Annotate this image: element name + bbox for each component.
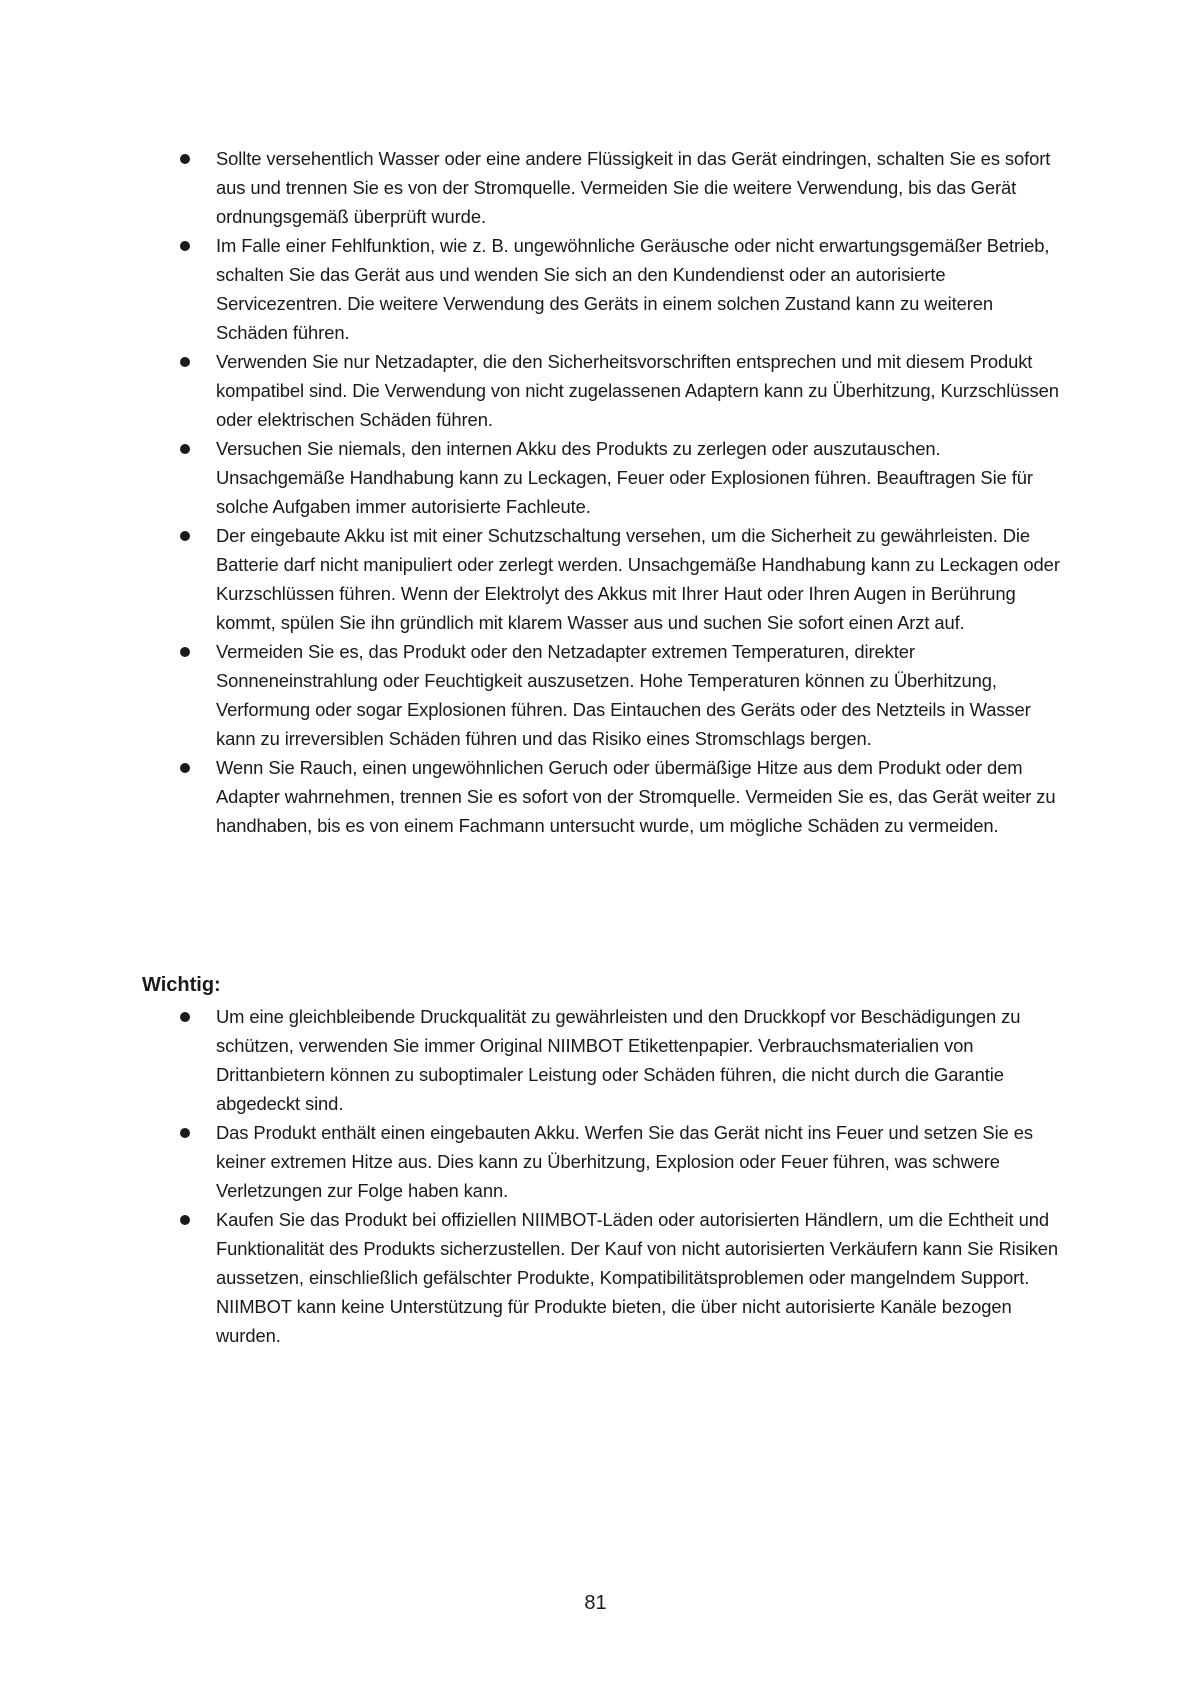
important-heading: Wichtig:	[142, 974, 221, 996]
important-list	[180, 1002, 1060, 1350]
list-item-text: Im Falle einer Fehlfunktion, wie z. B. ungewöhnliche Geräusche oder nicht erwartungsgemäßer Betrieb, schalten Sie das Gerät aus und wenden Sie sich an den Kundendienst oder an autorisierte Servicezentren. Die weitere Verwendung des Geräts in einem solchen Zustand kann zu weiteren Schäden führen.	[216, 235, 1050, 343]
bullet-icon	[180, 357, 190, 367]
list-item-text: Verwenden Sie nur Netzadapter, die den Sicherheitsvorschriften entsprechen und mit diesem Produkt kompatibel sind. Die Verwendung von nicht zugelassenen Adaptern kann zu Überhitzung, Kurzschlüssen oder elektrischen Schäden führen.	[216, 351, 1059, 430]
bullet-icon	[180, 444, 190, 454]
bullet-icon	[180, 763, 190, 773]
bullet-icon	[180, 1012, 190, 1022]
list-item-text: Das Produkt enthält einen eingebauten Akku. Werfen Sie das Gerät nicht ins Feuer und setzen Sie es keiner extremen Hitze aus. Dies kann zu Überhitzung, Explosion oder Feuer führen, was schwere Verletzungen zur Folge haben kann.	[216, 1122, 1033, 1201]
list-item	[180, 753, 1060, 840]
bullet-icon	[180, 1215, 190, 1225]
bullet-icon	[180, 1128, 190, 1138]
bullet-icon	[180, 647, 190, 657]
bullet-icon	[180, 531, 190, 541]
list-item	[180, 1118, 1060, 1205]
list-item-text: Um eine gleichbleibende Druckqualität zu gewährleisten und den Druckkopf vor Beschädigungen zu schützen, verwenden Sie immer Original NIIMBOT Etikettenpapier. Verbrauchsmaterialien von Drittanbietern können zu suboptimaler Leistung oder Schäden führen, die nicht durch die Garantie abgedeckt sind.	[216, 1006, 1021, 1114]
list-item-text: Der eingebaute Akku ist mit einer Schutzschaltung versehen, um die Sicherheit zu gewährleisten. Die Batterie darf nicht manipuliert oder zerlegt werden. Unsachgemäße Handhabung kann zu Leckagen oder Kurzschlüssen führen. Wenn der Elektrolyt des Akkus mit Ihrer Haut oder Ihren Augen in Berührung kommt, spülen Sie ihn gründlich mit klarem Wasser aus und suchen Sie sofort einen Arzt auf.	[216, 525, 1060, 633]
bullet-icon	[180, 154, 190, 164]
list-item-text: Sollte versehentlich Wasser oder eine andere Flüssigkeit in das Gerät eindringen, schalten Sie es sofort aus und trennen Sie es von der Stromquelle. Vermeiden Sie die weitere Verwendung, bis das Gerät ordnungsgemäß überprüft wurde.	[216, 148, 1051, 227]
bullet-icon	[180, 241, 190, 251]
list-item-text: Wenn Sie Rauch, einen ungewöhnlichen Geruch oder übermäßige Hitze aus dem Produkt oder dem Adapter wahrnehmen, trennen Sie es sofort von der Stromquelle. Vermeiden Sie es, das Gerät weiter zu handhaben, bis es von einem Fachmann untersucht wurde, um mögliche Schäden zu vermeiden.	[216, 757, 1056, 836]
page-number: 81	[584, 1592, 607, 1614]
safety-instructions-list	[180, 144, 1060, 840]
list-item-text: Versuchen Sie niemals, den internen Akku des Produkts zu zerlegen oder auszutauschen. Unsachgemäße Handhabung kann zu Leckagen, Feuer oder Explosionen führen. Beauftragen Sie für solche Aufgaben immer autorisierte Fachleute.	[216, 438, 1033, 517]
list-item	[180, 637, 1060, 753]
list-item	[180, 1205, 1060, 1350]
list-item	[180, 231, 1060, 347]
list-item-text: Vermeiden Sie es, das Produkt oder den Netzadapter extremen Temperaturen, direkter Sonneneinstrahlung oder Feuchtigkeit auszusetzen. Hohe Temperaturen können zu Überhitzung, Verformung oder sogar Explosionen führen. Das Eintauchen des Geräts oder des Netzteils in Wasser kann zu irreversiblen Schäden führen und das Risiko eines Stromschlags bergen.	[216, 641, 1031, 749]
list-item	[180, 1002, 1060, 1118]
list-item	[180, 521, 1060, 637]
list-item-text: Kaufen Sie das Produkt bei offiziellen NIIMBOT-Läden oder autorisierten Händlern, um die Echtheit und Funktionalität des Produkts sicherzustellen. Der Kauf von nicht autorisierten Verkäufern kann Sie Risiken aussetzen, einschließlich gefälschter Produkte, Kompatibilitätsproblemen oder mangelndem Support. NIIMBOT kann keine Unterstützung für Produkte bieten, die über nicht autorisierte Kanäle bezogen wurden.	[216, 1209, 1059, 1346]
list-item	[180, 434, 1060, 521]
list-item	[180, 144, 1060, 231]
list-item	[180, 347, 1060, 434]
